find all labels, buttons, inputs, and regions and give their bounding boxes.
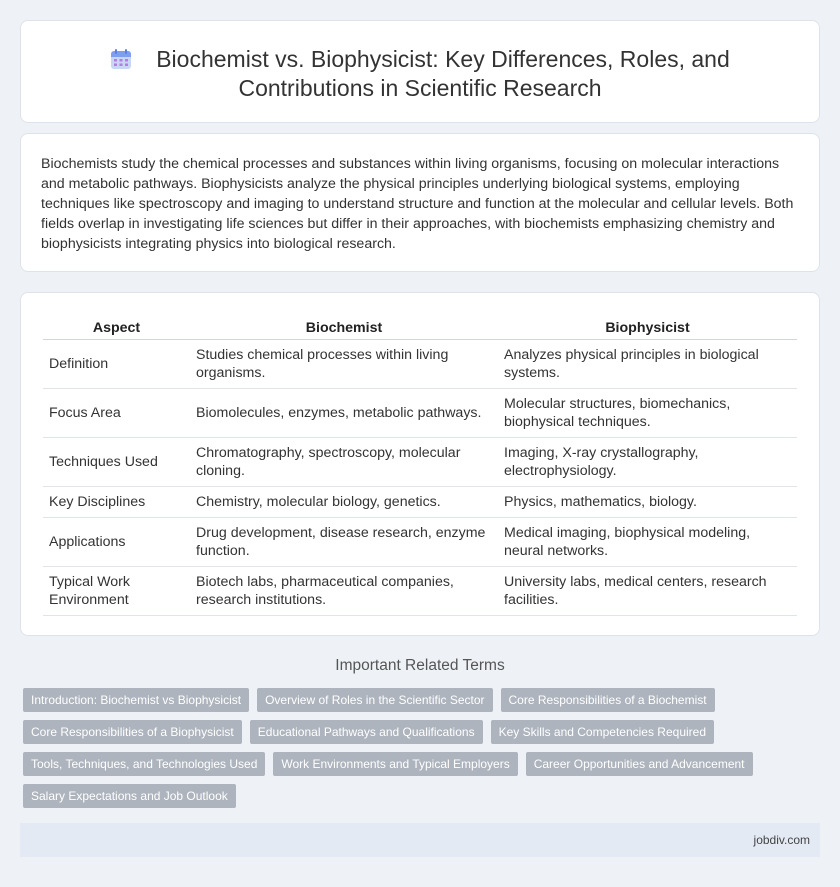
header-biophysicist: Biophysicist xyxy=(498,317,797,339)
title-line-1: Biochemist vs. Biophysicist: Key Differences, Roles, and xyxy=(156,46,730,72)
related-term-tag[interactable]: Core Responsibilities of a Biochemist xyxy=(501,688,715,712)
table-header-row xyxy=(43,317,797,339)
related-term-tag[interactable]: Overview of Roles in the Scientific Sector xyxy=(257,688,492,712)
row-biophysicist: Molecular structures, biomechanics, biophysical techniques. xyxy=(498,388,797,437)
comparison-table xyxy=(43,317,797,616)
table-row xyxy=(43,566,797,615)
row-biophysicist: University labs, medical centers, research facilities. xyxy=(498,566,797,615)
related-terms-title: Important Related Terms xyxy=(335,657,505,674)
header-card xyxy=(20,20,820,123)
related-term-tag[interactable]: Introduction: Biochemist vs Biophysicist xyxy=(23,688,249,712)
calendar-icon xyxy=(110,48,132,70)
row-biochemist: Biotech labs, pharmaceutical companies, research institutions. xyxy=(190,566,498,615)
page-title xyxy=(21,45,819,103)
intro-paragraph: Biochemists study the chemical processes and substances within living organisms, focusing on molecular interactions and metabolic pathways. Biophysicists analyze the physical principles underlying biological systems, employing techniques like spectroscopy and imaging to understand structure and function at the molecular and cellular levels. Both fields overlap in investigating life sciences but differ in their approaches, with biochemists emphasizing chemistry and biophysicists integrating physics into biological research. xyxy=(41,156,794,252)
related-term-tag[interactable]: Educational Pathways and Qualifications xyxy=(250,720,483,744)
footer-site-link[interactable]: jobdiv.com xyxy=(753,833,810,847)
related-term-tag[interactable]: Tools, Techniques, and Technologies Used xyxy=(23,752,265,776)
row-biochemist: Chromatography, spectroscopy, molecular cloning. xyxy=(190,437,498,486)
table-row xyxy=(43,486,797,517)
row-biophysicist: Medical imaging, biophysical modeling, neural networks. xyxy=(498,517,797,566)
row-biochemist: Biomolecules, enzymes, metabolic pathways. xyxy=(190,388,498,437)
title-line-2: Contributions in Scientific Research xyxy=(238,75,602,101)
table-row xyxy=(43,517,797,566)
related-term-tag[interactable]: Career Opportunities and Advancement xyxy=(526,752,753,776)
row-aspect: Definition xyxy=(43,339,190,388)
row-aspect: Key Disciplines xyxy=(43,486,190,517)
header-aspect: Aspect xyxy=(43,317,190,339)
row-biophysicist: Imaging, X-ray crystallography, electrophysiology. xyxy=(498,437,797,486)
related-terms-list xyxy=(23,688,823,816)
row-aspect: Techniques Used xyxy=(43,437,190,486)
table-row xyxy=(43,388,797,437)
related-term-tag[interactable]: Work Environments and Typical Employers xyxy=(273,752,517,776)
row-biophysicist: Physics, mathematics, biology. xyxy=(498,486,797,517)
comparison-card xyxy=(20,292,820,636)
header-biochemist: Biochemist xyxy=(190,317,498,339)
related-term-tag[interactable]: Core Responsibilities of a Biophysicist xyxy=(23,720,242,744)
row-aspect: Typical Work Environment xyxy=(43,566,190,615)
row-aspect: Focus Area xyxy=(43,388,190,437)
row-biochemist: Drug development, disease research, enzyme function. xyxy=(190,517,498,566)
row-biochemist: Studies chemical processes within living organisms. xyxy=(190,339,498,388)
related-term-tag[interactable]: Key Skills and Competencies Required xyxy=(491,720,714,744)
row-aspect: Applications xyxy=(43,517,190,566)
row-biochemist: Chemistry, molecular biology, genetics. xyxy=(190,486,498,517)
footer xyxy=(20,823,820,857)
table-row xyxy=(43,339,797,388)
intro-card xyxy=(20,133,820,272)
table-row xyxy=(43,437,797,486)
row-biophysicist: Analyzes physical principles in biological systems. xyxy=(498,339,797,388)
related-term-tag[interactable]: Salary Expectations and Job Outlook xyxy=(23,784,236,808)
